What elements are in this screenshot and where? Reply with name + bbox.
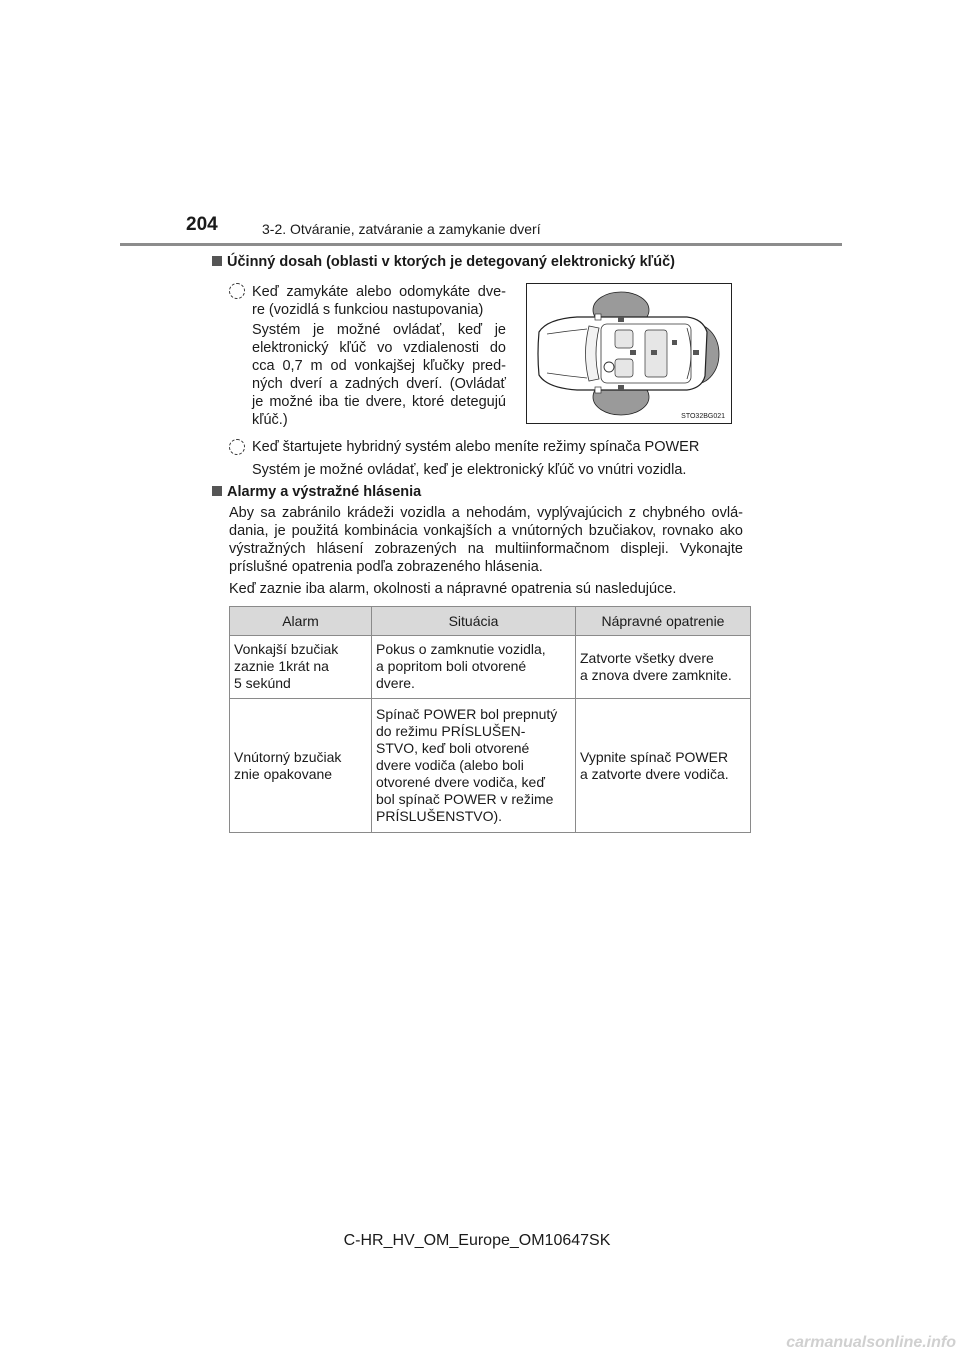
table-cell-alarm: Vonkajší bzučiak zaznie 1krát na 5 sekúnd	[230, 636, 372, 699]
alarm-heading	[212, 484, 421, 500]
antenna-marker	[693, 350, 699, 355]
alarm-table	[229, 606, 751, 833]
table-cell-action: Vypnite spínač POWER a zatvorte dvere vodiča.	[576, 699, 751, 833]
alarm-heading-text: Alarmy a výstražné hlásenia	[227, 484, 422, 500]
table-cell-action: Zatvorte všetky dvere a znova dvere zamknite.	[576, 636, 751, 699]
alarm-para-line: dania, je použitá kombinácia vonkajších a vnútorných bzučiakov, rovnako ako	[229, 523, 743, 539]
antenna-marker	[618, 317, 624, 322]
antenna-marker	[630, 350, 636, 355]
alarm-paragraph	[229, 504, 743, 576]
item2-paragraph: Systém je možné ovládať, keď je elektronický kľúč vo vnútri vozidla.	[252, 462, 687, 478]
item1-para-line: Systém je možné ovládať, keď je	[252, 322, 506, 338]
item1-para-line: cca 0,7 m od vonkajšej kľučky pred-	[252, 358, 506, 374]
alarm-para-line: Aby sa zabránilo krádeži vozidla a nehodám, vyplývajúcich z chybného ovlá-	[229, 505, 743, 521]
item1-paragraph	[252, 321, 506, 429]
table-cell-alarm: Vnútorný bzučiak znie opakovane	[230, 699, 372, 833]
item1-title-line: Keď zamykáte alebo odomykáte dve-	[252, 284, 506, 300]
square-bullet-icon	[212, 256, 222, 266]
alarm-para-line: príslušné opatrenia podľa zobrazeného hlásenia.	[229, 559, 543, 575]
alarm-para-line: výstražných hlásení zobrazených na multiinformačnom displeji. Vykonajte	[229, 541, 743, 557]
dashed-circle-icon	[229, 439, 245, 455]
item1-para-line: ných dverí a zadných dverí. (Ovládať	[252, 376, 506, 392]
antenna-marker	[618, 385, 624, 390]
table-cell-situation: Pokus o zamknutie vozidla, a popritom boli otvorené dvere.	[372, 636, 576, 699]
item1-title-line: re (vozidlá s funkciou nastupovania)	[252, 302, 484, 318]
table-cell-situation: Spínač POWER bol prepnutý do režimu PRÍSLUŠEN- STVO, keď boli otvorené dvere vodiča (alebo boli otvorené dvere vodiča, keď bol spínač POWER v režime PRÍSLUŠENSTVO).	[372, 699, 576, 833]
footer-doc-id-text: C-HR_HV_OM_Europe_OM10647SK	[343, 1232, 611, 1249]
item1-para-line: je možné iba tie dvere, ktoré detegujú	[252, 394, 506, 410]
item1-title	[252, 283, 506, 319]
item1-para-line: kľúč.)	[252, 412, 288, 428]
dashed-circle-icon	[229, 283, 245, 299]
range-heading	[212, 254, 675, 270]
antenna-marker	[672, 340, 677, 345]
item2-title: Keď štartujete hybridný systém alebo meníte režimy spínača POWER	[252, 439, 700, 455]
section-title: 3-2. Otváranie, zatváranie a zamykanie dverí	[262, 221, 541, 237]
footer-doc-id	[0, 1232, 960, 1250]
column-header-action: Nápravné opatrenie	[576, 607, 751, 636]
table-row	[230, 636, 751, 699]
header-rule	[120, 243, 842, 246]
range-heading-text: Účinný dosah (oblasti v ktorých je detegovaný elektronický kľúč)	[227, 254, 675, 270]
watermark: carmanualsonline.info	[786, 1334, 956, 1351]
front-right-seat	[615, 359, 633, 377]
alarm-paragraph-2: Keď zaznie iba alarm, okolnosti a nápravné opatrenia sú nasledujúce.	[229, 581, 677, 597]
square-bullet-icon	[212, 486, 222, 496]
column-header-situation: Situácia	[372, 607, 576, 636]
car-top-view-illustration	[527, 284, 731, 423]
antenna-marker	[651, 350, 657, 355]
detection-range-figure	[526, 283, 732, 424]
column-header-alarm: Alarm	[230, 607, 372, 636]
item1-para-line: elektronický kľúč vo vzdialenosti do	[252, 340, 506, 356]
page-number: 204	[186, 214, 218, 235]
figure-caption: STO32BG021	[681, 413, 725, 420]
front-left-seat	[615, 330, 633, 348]
table-header-row	[230, 607, 751, 636]
table-row	[230, 699, 751, 833]
